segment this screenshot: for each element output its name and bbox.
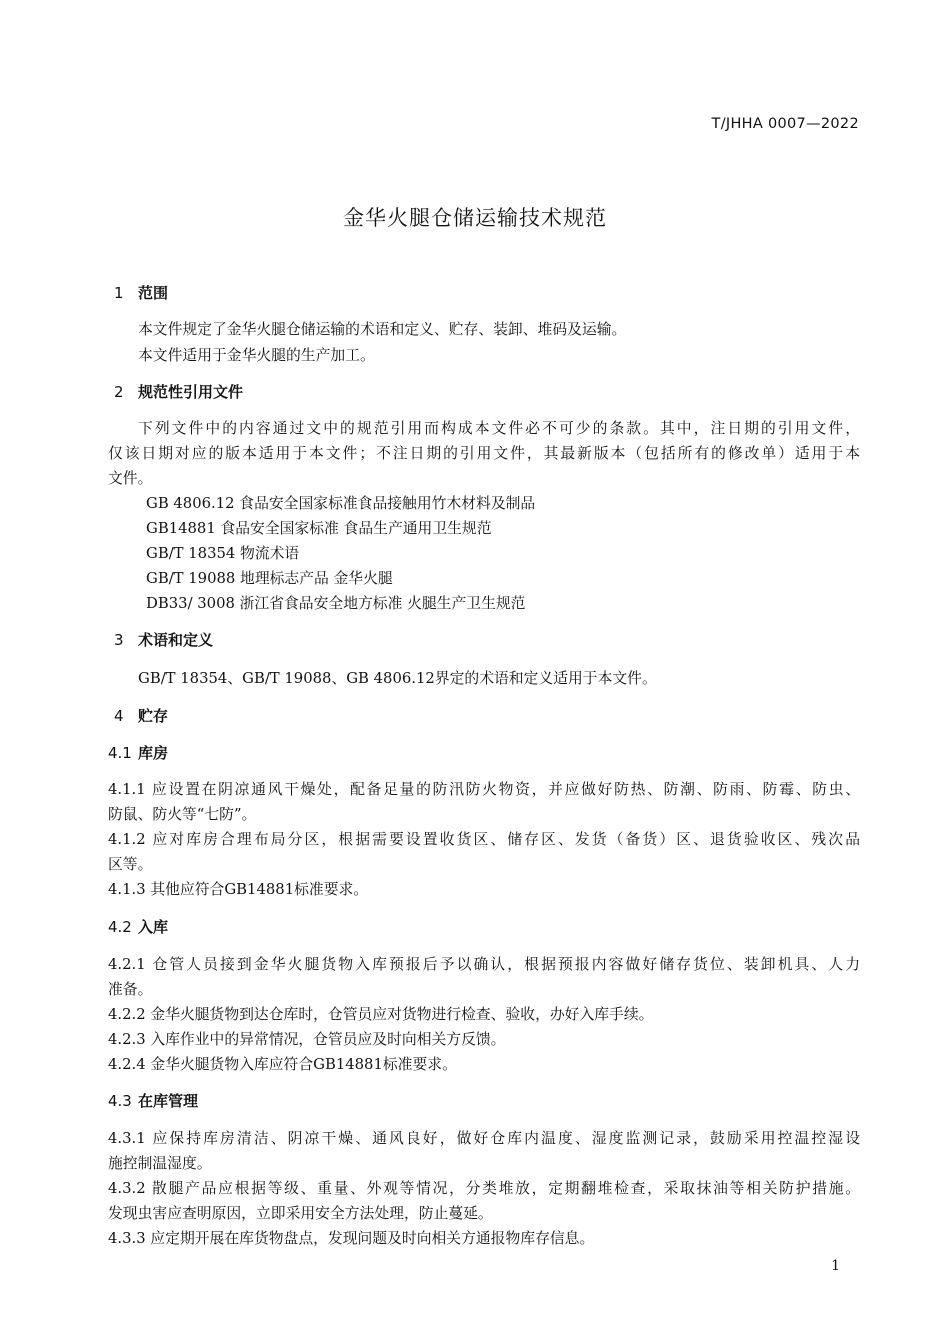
section-number: 2 xyxy=(114,383,124,401)
clause-line: 4.3.1 应保持库房清洁、阴凉干燥、通风良好，做好仓库内温度、湿度监测记录，鼓励采用控温控湿设 xyxy=(108,1130,860,1147)
clause-line: 发现虫害应查明原因，立即采用安全方法处理，防止蔓延。 xyxy=(108,1205,493,1222)
section-number: 3 xyxy=(114,631,124,649)
subsection-4-1-heading xyxy=(108,742,168,763)
paragraph: GB/T 18354、GB/T 19088、GB 4806.12界定的术语和定义适用于本文件。 xyxy=(138,670,657,687)
clause-line: 区等。 xyxy=(108,856,153,873)
clause-line: 4.1.2 应对库房合理布局分区，根据需要设置收货区、储存区、发货（备货）区、退货验收区、残次品 xyxy=(108,831,860,848)
clause-line: 准备。 xyxy=(108,981,153,998)
document-title: 金华火腿仓储运输技术规范 xyxy=(343,206,607,230)
section-title: 入库 xyxy=(138,918,169,936)
paragraph: 本文件适用于金华火腿的生产加工。 xyxy=(138,347,375,364)
section-4-heading xyxy=(114,705,168,726)
section-number: 4.1 xyxy=(108,744,132,762)
paragraph-line: 下列文件中的内容通过文中的规范引用而构成本文件必不可少的条款。其中，注日期的引用文件， xyxy=(138,420,860,437)
paragraph: 本文件规定了金华火腿仓储运输的术语和定义、贮存、装卸、堆码及运输。 xyxy=(138,321,627,338)
section-title: 范围 xyxy=(138,284,169,302)
subsection-4-2-heading xyxy=(108,916,168,937)
page-number: 1 xyxy=(831,1258,840,1274)
section-number: 4 xyxy=(114,707,124,725)
section-number: 1 xyxy=(114,284,124,302)
section-number: 4.2 xyxy=(108,918,132,936)
clause-line: 4.3.3 应定期开展在库货物盘点，发现问题及时向相关方通报物库存信息。 xyxy=(108,1230,595,1247)
paragraph-line: 文件。 xyxy=(108,470,153,487)
reference-item: GB14881 食品安全国家标准 食品生产通用卫生规范 xyxy=(146,520,492,537)
clause-line: 4.1.3 其他应符合GB14881标准要求。 xyxy=(108,881,369,898)
clause-line: 4.3.2 散腿产品应根据等级、重量、外观等情况，分类堆放，定期翻堆检查，采取抹油等相关防护措施。 xyxy=(108,1180,860,1197)
reference-item: GB 4806.12 食品安全国家标准食品接触用竹木材料及制品 xyxy=(146,495,536,512)
section-1-heading xyxy=(114,282,168,303)
section-title: 贮存 xyxy=(138,707,169,725)
clause-line: 4.2.3 入库作业中的异常情况，仓管员应及时向相关方反馈。 xyxy=(108,1031,506,1048)
clause-line: 4.1.1 应设置在阴凉通风干燥处，配备足量的防汛防火物资，并应做好防热、防潮、防雨、防霉、防虫、 xyxy=(108,781,860,798)
section-title: 规范性引用文件 xyxy=(138,383,244,401)
section-2-heading xyxy=(114,381,243,402)
section-title: 术语和定义 xyxy=(138,631,214,649)
clause-line: 施控制温湿度。 xyxy=(108,1155,212,1172)
clause-line: 4.2.2 金华火腿货物到达仓库时，仓管员应对货物进行检查、验收，办好入库手续。 xyxy=(108,1006,654,1023)
paragraph-line: 仅该日期对应的版本适用于本文件；不注日期的引用文件，其最新版本（包括所有的修改单）适用于本 xyxy=(108,445,860,462)
clause-line: 4.2.1 仓管人员接到金华火腿货物入库预报后予以确认，根据预报内容做好储存货位、装卸机具、人力 xyxy=(108,956,860,973)
section-title: 库房 xyxy=(138,744,169,762)
reference-item: GB/T 19088 地理标志产品 金华火腿 xyxy=(146,570,393,587)
reference-item: DB33/ 3008 浙江省食品安全地方标准 火腿生产卫生规范 xyxy=(146,595,526,612)
section-title: 在库管理 xyxy=(138,1092,199,1110)
subsection-4-3-heading xyxy=(108,1090,198,1111)
document-code: T/JHHA 0007—2022 xyxy=(711,116,859,132)
clause-line: 防鼠、防火等“七防”。 xyxy=(108,806,257,823)
clause-line: 4.2.4 金华火腿货物入库应符合GB14881标准要求。 xyxy=(108,1056,457,1073)
section-3-heading xyxy=(114,629,213,650)
reference-item: GB/T 18354 物流术语 xyxy=(146,545,300,562)
section-number: 4.3 xyxy=(108,1092,132,1110)
